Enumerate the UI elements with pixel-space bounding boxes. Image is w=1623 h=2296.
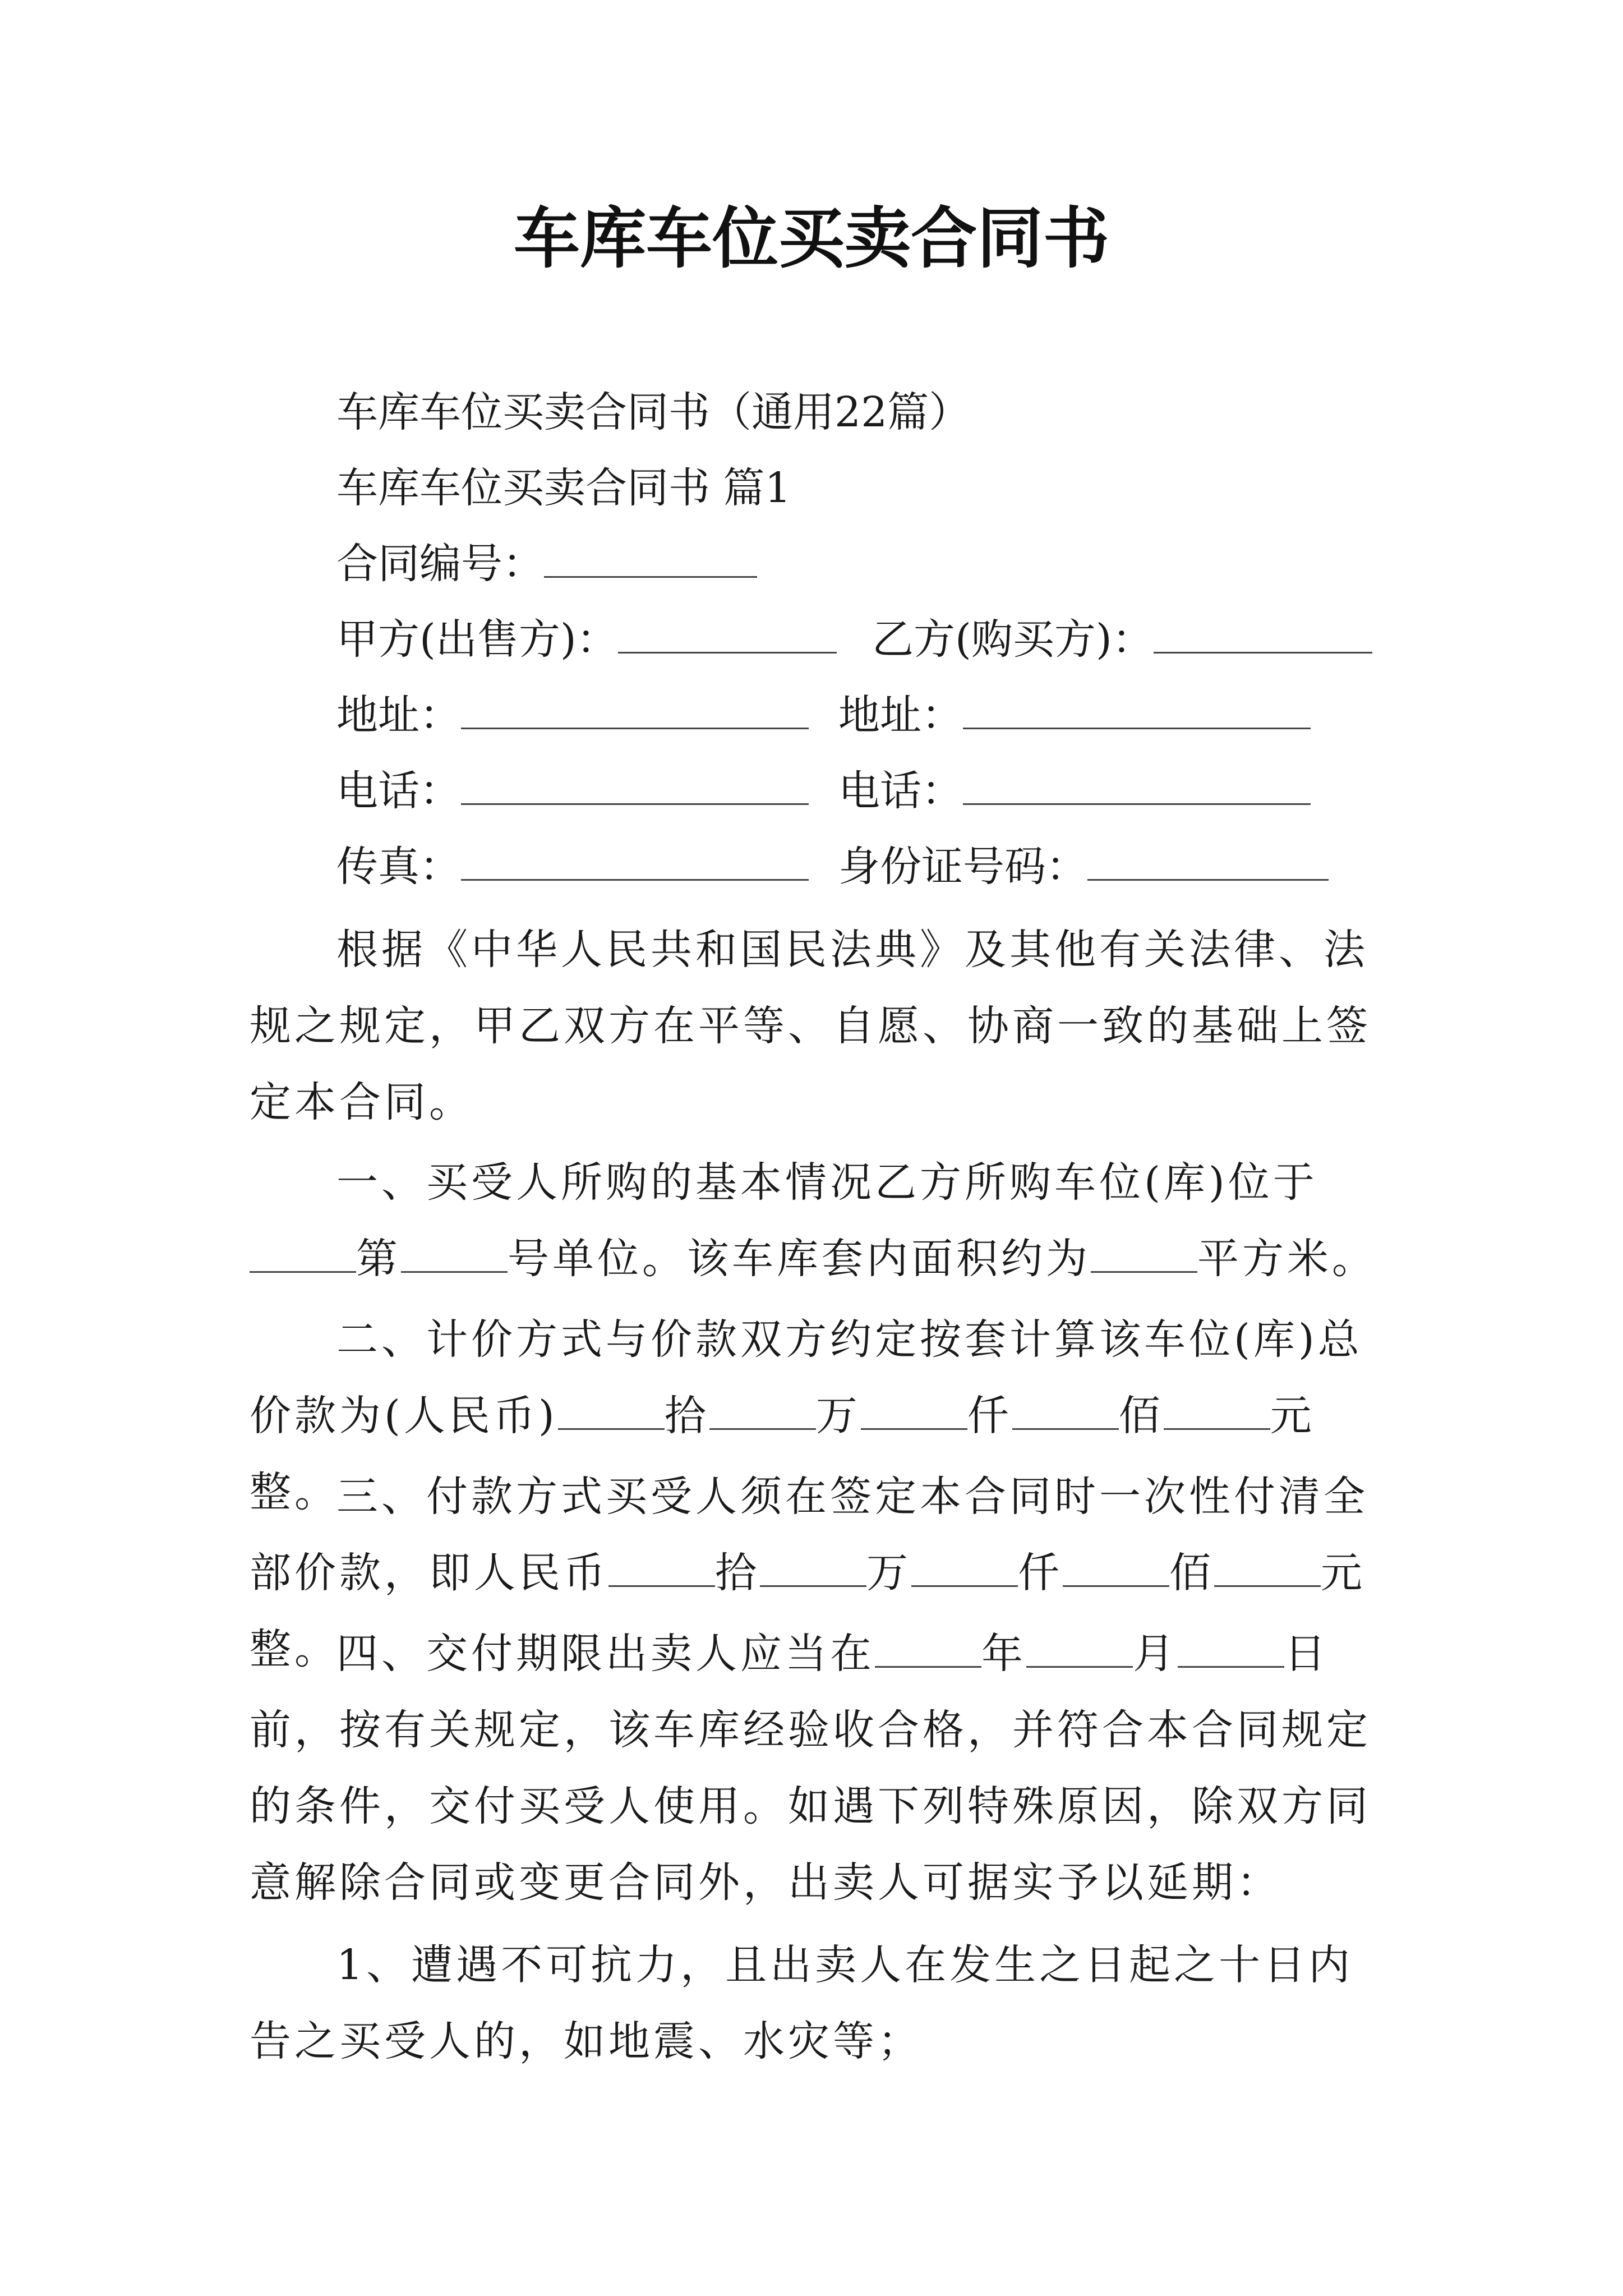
- phone-b-group: [838, 763, 1311, 819]
- document-title: 车库车位买卖合同书: [513, 199, 1109, 277]
- party-b-blank: [1154, 617, 1372, 654]
- price-blank-1: [558, 1393, 665, 1430]
- party-b-label: 乙方(购买方)：: [872, 615, 1154, 664]
- party-a-blank: [618, 617, 837, 654]
- party-b-group: [872, 611, 1372, 668]
- address-a-blank: [461, 693, 809, 729]
- section-heading: 车库车位买卖合同书 篇1: [336, 464, 791, 512]
- id-group: [838, 839, 1329, 895]
- payment-blank-5: [1214, 1550, 1321, 1587]
- address-row: [336, 687, 1402, 743]
- price-blank-4: [1012, 1393, 1119, 1430]
- delivery-year-blank: [875, 1631, 981, 1668]
- fax-blank: [461, 844, 809, 881]
- unit-number-blank: [401, 1236, 508, 1273]
- phone-row: [336, 763, 1402, 819]
- party-row: [336, 611, 1402, 668]
- address-a-label: 地址：: [336, 691, 461, 739]
- phone-b-blank: [963, 769, 1311, 805]
- phone-a-blank: [461, 769, 809, 805]
- paragraph-payment: 三、付款方式买受人须在签定本合同时一次性付清全部价款，即人民币 拾 万 仟 佰 元整。: [250, 1473, 1368, 1673]
- phone-a-label: 电话：: [336, 767, 461, 815]
- paragraph-legal-basis: 根据《中华人民共和国民法典》及其他有关法律、法规之规定，甲乙双方在平等、自愿、协商一致的基础上签定本合同。: [250, 926, 1371, 1126]
- payment-blank-4: [1063, 1550, 1169, 1587]
- fax-id-row: [336, 839, 1402, 895]
- phone-b-label: 电话：: [838, 767, 963, 815]
- address-b-group: [838, 687, 1311, 743]
- price-blank-5: [1164, 1393, 1270, 1430]
- payment-blank-2: [760, 1550, 866, 1587]
- price-blank-2: [709, 1393, 816, 1430]
- party-a-label: 甲方(出售方)：: [336, 615, 618, 664]
- paragraph-price: 二、计价方式与价款双方约定按套计算该车位(库)总价款为(人民币) 拾 万 仟 佰 元整。: [250, 1315, 1363, 1516]
- location-blank: [250, 1236, 356, 1273]
- paragraph-force-majeure: 1、遭遇不可抗力，且出卖人在发生之日起之十日内告之买受人的，如地震、水灾等；: [250, 1941, 1354, 2065]
- document-subtitle: 车库车位买卖合同书（通用22篇）: [336, 388, 971, 436]
- paragraph-basic-info: 一、买受人所购的基本情况乙方所购车位(库)位于第 号单位。该车库套内面积约为 平方米。: [250, 1144, 1382, 1297]
- contract-number-blank: [544, 541, 757, 578]
- fax-label: 传真：: [336, 843, 461, 891]
- contract-number-row: [336, 536, 757, 592]
- payment-blank-3: [911, 1550, 1018, 1587]
- delivery-day-blank: [1178, 1631, 1284, 1668]
- paragraph-delivery: 四、交付期限出卖人应当在 年 月 日前，按有关规定，该车库经验收合格，并符合本合同规定的条件，交付买受人使用。如遇下列特殊原因，除双方同意解除合同或变更合同外，出卖人可据实予以延期：: [250, 1630, 1371, 1907]
- id-number-label: 身份证号码：: [838, 843, 1087, 891]
- payment-blank-1: [608, 1550, 715, 1587]
- address-b-label: 地址：: [838, 691, 963, 739]
- id-number-blank: [1087, 844, 1329, 881]
- price-blank-3: [861, 1393, 967, 1430]
- address-b-blank: [963, 693, 1311, 729]
- contract-number-label: 合同编号：: [336, 540, 544, 588]
- area-blank: [1091, 1236, 1197, 1273]
- delivery-month-blank: [1026, 1631, 1133, 1668]
